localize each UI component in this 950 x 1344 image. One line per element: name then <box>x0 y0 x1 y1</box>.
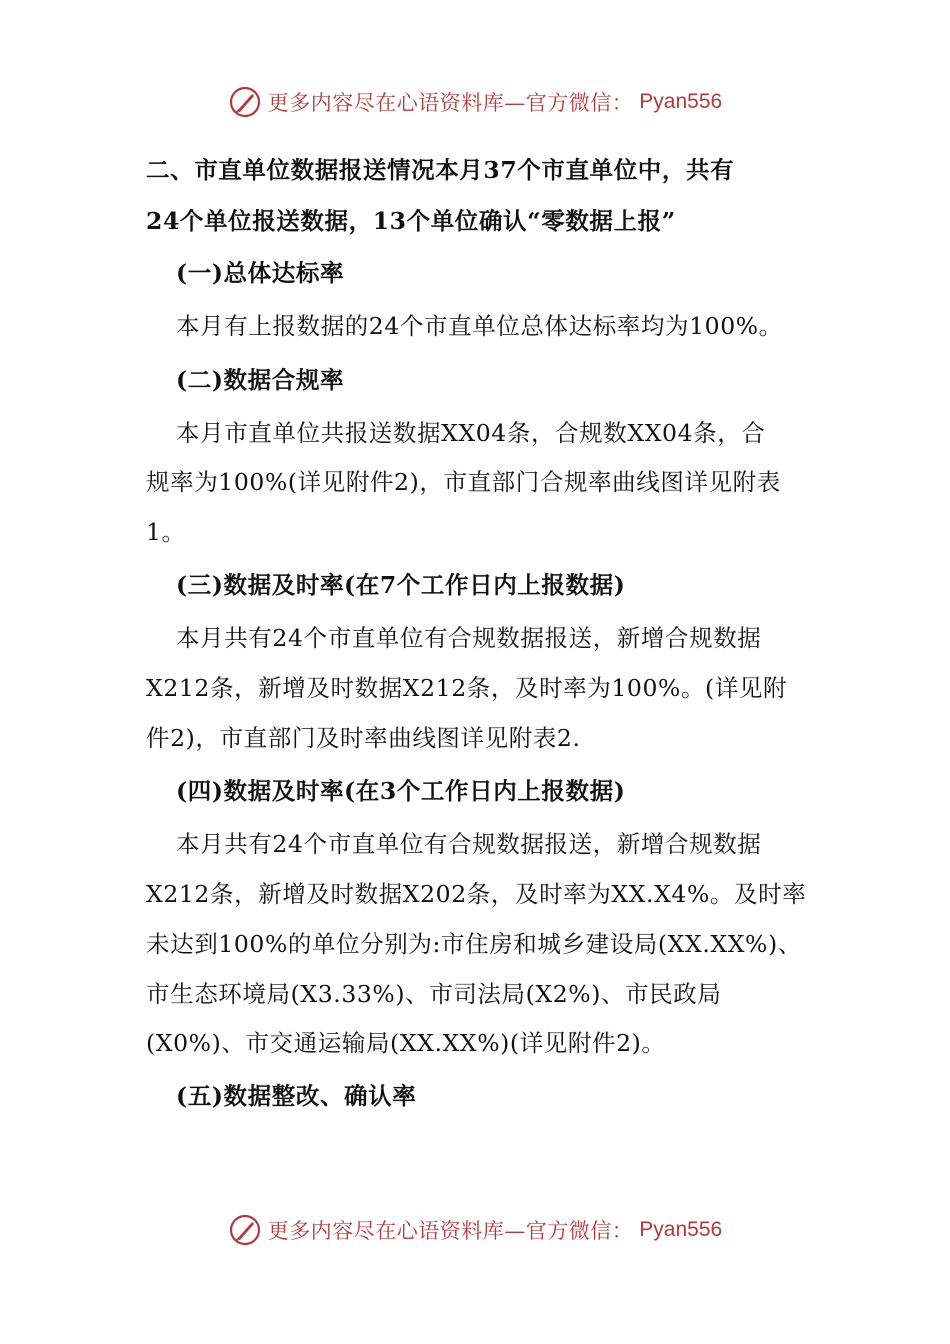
section-4-paragraph-line-2: X212条，新增及时数据X202条，及时率为XX.X4%。及时率 <box>146 880 807 908</box>
section-5-title: (五)数据整改、确认率 <box>176 1082 417 1110</box>
section-4-title: (四)数据及时率(在3个工作日内上报数据) <box>176 777 626 805</box>
section-4-paragraph-line-5: (X0%)、市交通运输局(XX.XX%)(详见附件2)。 <box>146 1029 666 1057</box>
watermark-text: 更多内容尽在心语资料库—官方微信： <box>267 1219 634 1243</box>
watermark-wechat-id: Pyan556 <box>639 90 723 113</box>
section-3-paragraph-line-3: 件2)，市直部门及时率曲线图详见附表2. <box>146 724 581 752</box>
watermark-wechat-id: Pyan556 <box>639 1218 723 1241</box>
section-4-paragraph-line-1: 本月共有24个市直单位有合规数据报送，新增合规数据 <box>176 830 762 858</box>
main-heading-line-2: 24个单位报送数据，13个单位确认“零数据上报” <box>146 207 676 235</box>
section-2-paragraph-line-2: 规率为100%(详见附件2)，市直部门合规率曲线图详见附表 <box>146 468 781 496</box>
section-2-paragraph-line-1: 本月市直单位共报送数据XX04条，合规数XX04条，合 <box>176 419 766 447</box>
section-1-paragraph-line-1: 本月有上报数据的24个市直单位总体达标率均为100%。 <box>176 312 783 340</box>
quill-pen-logo-icon <box>228 85 262 119</box>
watermark-banner-bottom <box>0 1208 950 1252</box>
section-3-paragraph-line-2: X212条，新增及时数据X212条，及时率为100%。(详见附 <box>146 674 788 702</box>
watermark-text: 更多内容尽在心语资料库—官方微信： <box>267 91 634 115</box>
section-1-title: (一)总体达标率 <box>176 259 345 287</box>
section-4-paragraph-line-3: 未达到100%的单位分别为:市住房和城乡建设局(XX.XX%)、 <box>146 930 802 958</box>
main-heading-line-1: 二、市直单位数据报送情况本月37个市直单位中，共有 <box>146 156 735 184</box>
section-4-paragraph-line-4: 市生态环境局(X3.33%)、市司法局(X2%)、市民政局 <box>146 980 722 1008</box>
section-3-paragraph-line-1: 本月共有24个市直单位有合规数据报送，新增合规数据 <box>176 624 762 652</box>
quill-pen-logo-icon <box>228 1213 262 1247</box>
section-2-paragraph-line-3: 1。 <box>146 518 186 546</box>
section-2-title: (二)数据合规率 <box>176 366 345 394</box>
watermark-banner-top <box>0 80 950 124</box>
section-3-title: (三)数据及时率(在7个工作日内上报数据) <box>176 571 626 599</box>
